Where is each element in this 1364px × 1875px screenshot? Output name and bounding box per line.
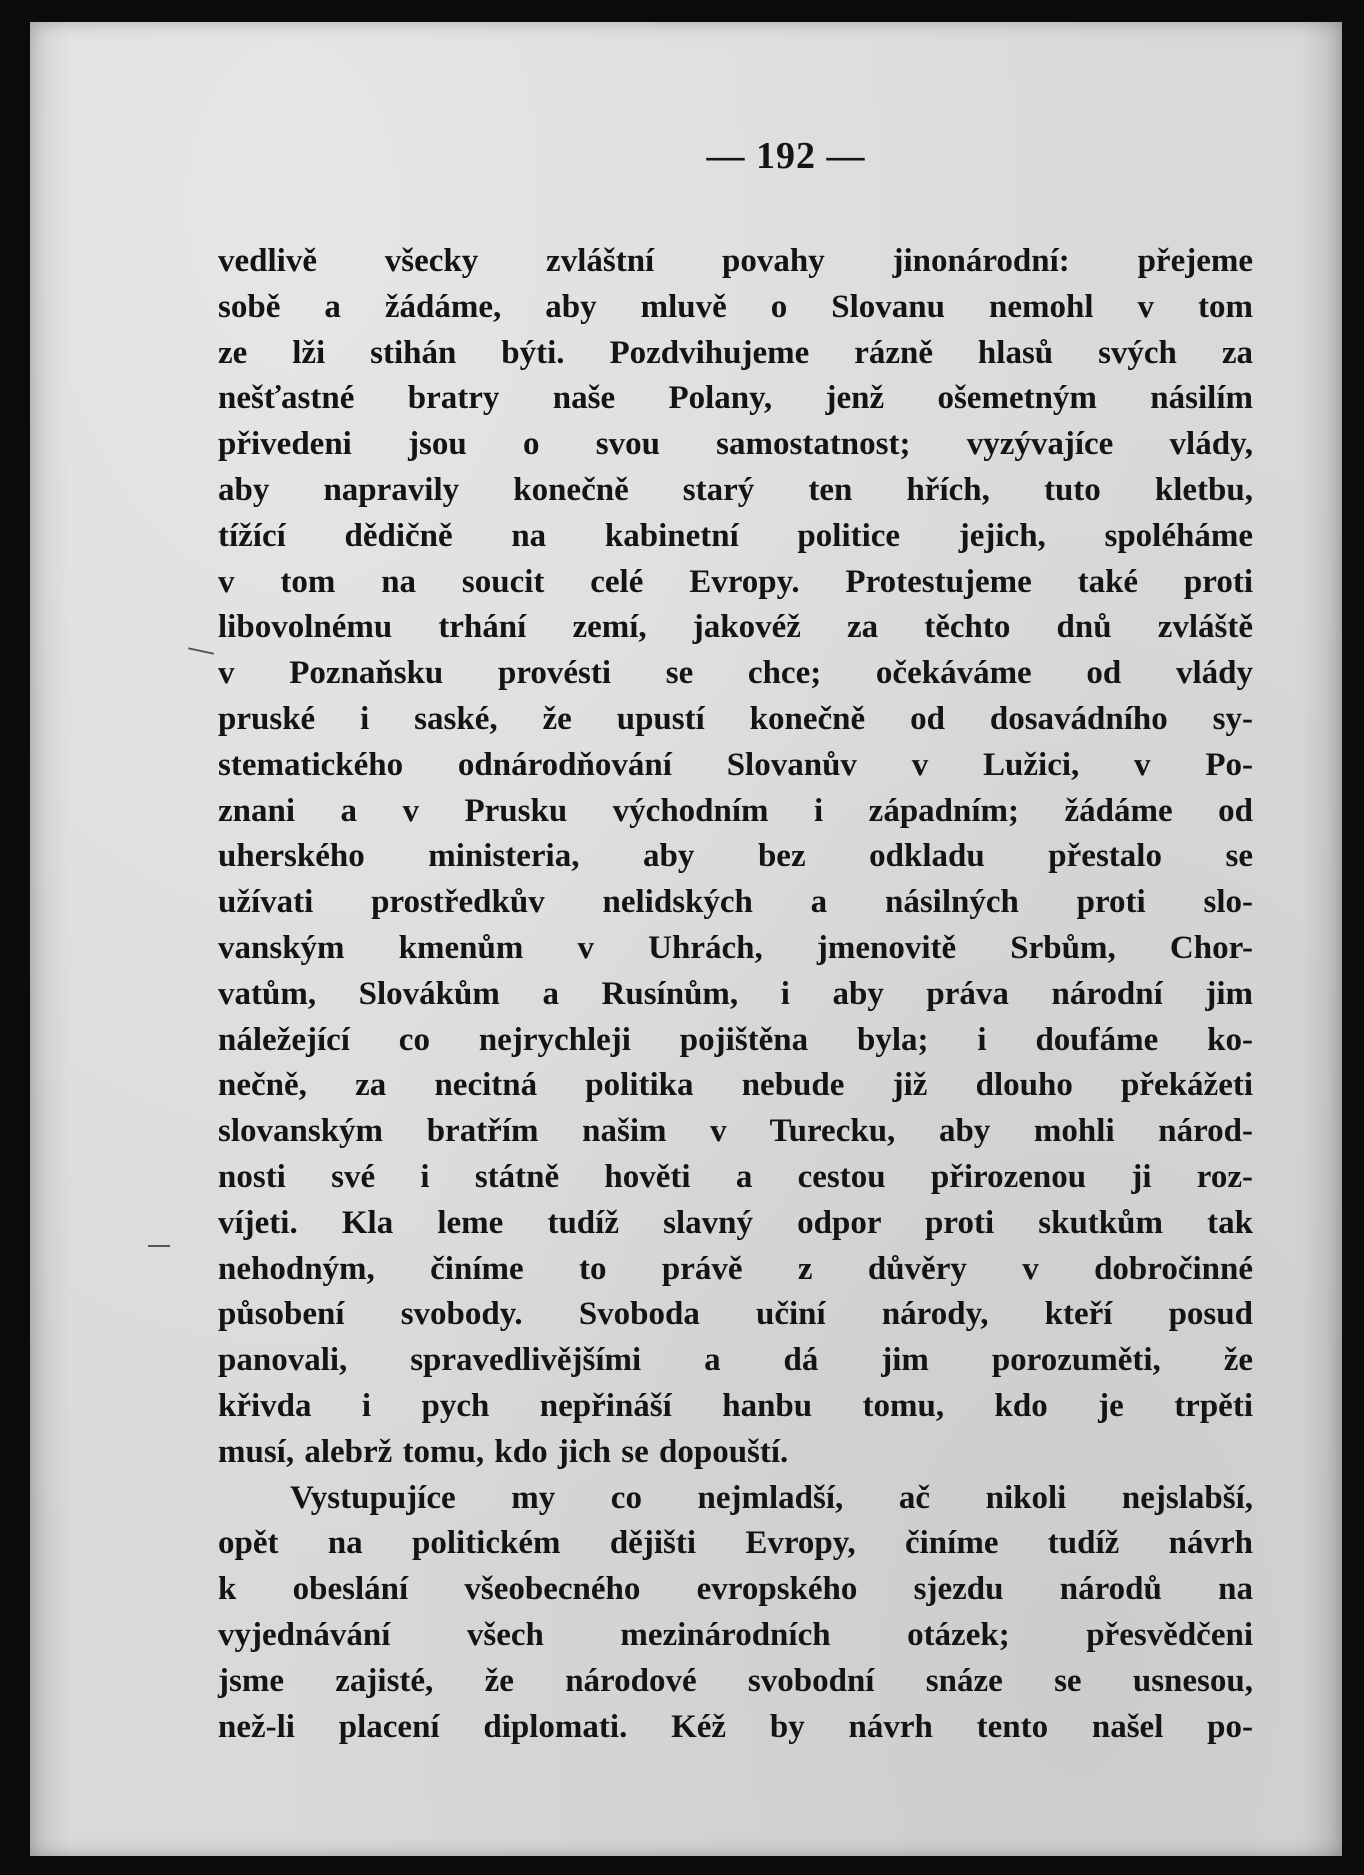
text-line: znani a v Prusku východním i západním; žádáme od <box>218 792 1253 829</box>
book-page <box>30 22 1342 1856</box>
margin-mark <box>188 647 214 654</box>
text-line: v Poznaňsku provésti se chce; očekáváme od vlády <box>218 655 1253 692</box>
text-line: užívati prostředkův nelidských a násilných proti slo- <box>218 884 1253 921</box>
text-line: přivedeni jsou o svou samostatnost; vyzývajíce vlády, <box>218 426 1253 463</box>
body-text <box>218 239 1253 1750</box>
text-line: vanským kmenům v Uhrách, jmenovitě Srbům, Chor- <box>218 929 1253 966</box>
text-line: nehodným, činíme to právě z důvěry v dobročinné <box>218 1250 1253 1287</box>
text-line: libovolnému trhání zemí, jakovéž za těchto dnů zvláště <box>218 609 1253 646</box>
text-line: opět na politickém dějišti Evropy, činíme tudíž návrh <box>218 1525 1253 1562</box>
text-line: tížící dědičně na kabinetní politice jejich, spoléháme <box>218 517 1253 554</box>
page-number: — 192 — <box>706 135 866 177</box>
text-line: uherského ministeria, aby bez odkladu přestalo se <box>218 838 1253 875</box>
text-line: jsme zajisté, že národové svobodní snáze se usnesou, <box>218 1662 1253 1699</box>
text-line: vedlivě všecky zvláštní povahy jinonárodní: přejeme <box>218 243 1253 279</box>
margin-mark <box>148 1245 170 1247</box>
text-line: panovali, spravedlivějšími a dá jim porozuměti, že <box>218 1342 1253 1379</box>
text-line: nosti své i státně hověti a cestou přirozenou ji roz- <box>218 1158 1253 1195</box>
text-line: vyjednávání všech mezinárodních otázek; přesvědčeni <box>218 1616 1253 1653</box>
text-line: ze lži stihán býti. Pozdvihujeme rázně hlasů svých za <box>218 334 1253 371</box>
text-line: Vystupujíce my co nejmladší, ač nikoli nejslabší, <box>290 1479 1253 1516</box>
text-line: křivda i pych nepřináší hanbu tomu, kdo je trpěti <box>218 1387 1253 1424</box>
text-line: nečně, za necitná politika nebude již dlouho překážeti <box>218 1067 1253 1104</box>
text-line: nešťastné bratry naše Polany, jenž ošemetným násilím <box>218 380 1253 417</box>
text-line: působení svobody. Svoboda učiní národy, kteří posud <box>218 1296 1253 1333</box>
text-line: pruské i saské, že upustí konečně od dosavádního sy- <box>218 700 1253 737</box>
text-line: v tom na soucit celé Evropy. Protestujeme také proti <box>218 563 1253 600</box>
text-line: aby napravily konečně starý ten hřích, tuto kletbu, <box>218 471 1253 508</box>
text-line: slovanským bratřím našim v Turecku, aby mohli národ- <box>218 1113 1253 1150</box>
text-line: než-li placení diplomati. Kéž by návrh tento našel po- <box>218 1708 1253 1745</box>
text-line: náležející co nejrychleji pojištěna byla; i doufáme ko- <box>218 1021 1253 1058</box>
text-line: víjeti. Kla leme tudíž slavný odpor proti skutkům tak <box>218 1204 1253 1241</box>
text-line: sobě a žádáme, aby mluvě o Slovanu nemohl v tom <box>218 288 1253 325</box>
text-line: musí, alebrž tomu, kdo jich se dopouští. <box>218 1433 789 1470</box>
text-line: vatům, Slovákům a Rusínům, i aby práva národní jim <box>218 975 1253 1012</box>
text-line: stematického odnárodňování Slovanův v Lužici, v Po- <box>218 746 1253 783</box>
text-line: k obeslání všeobecného evropského sjezdu národů na <box>218 1571 1253 1608</box>
